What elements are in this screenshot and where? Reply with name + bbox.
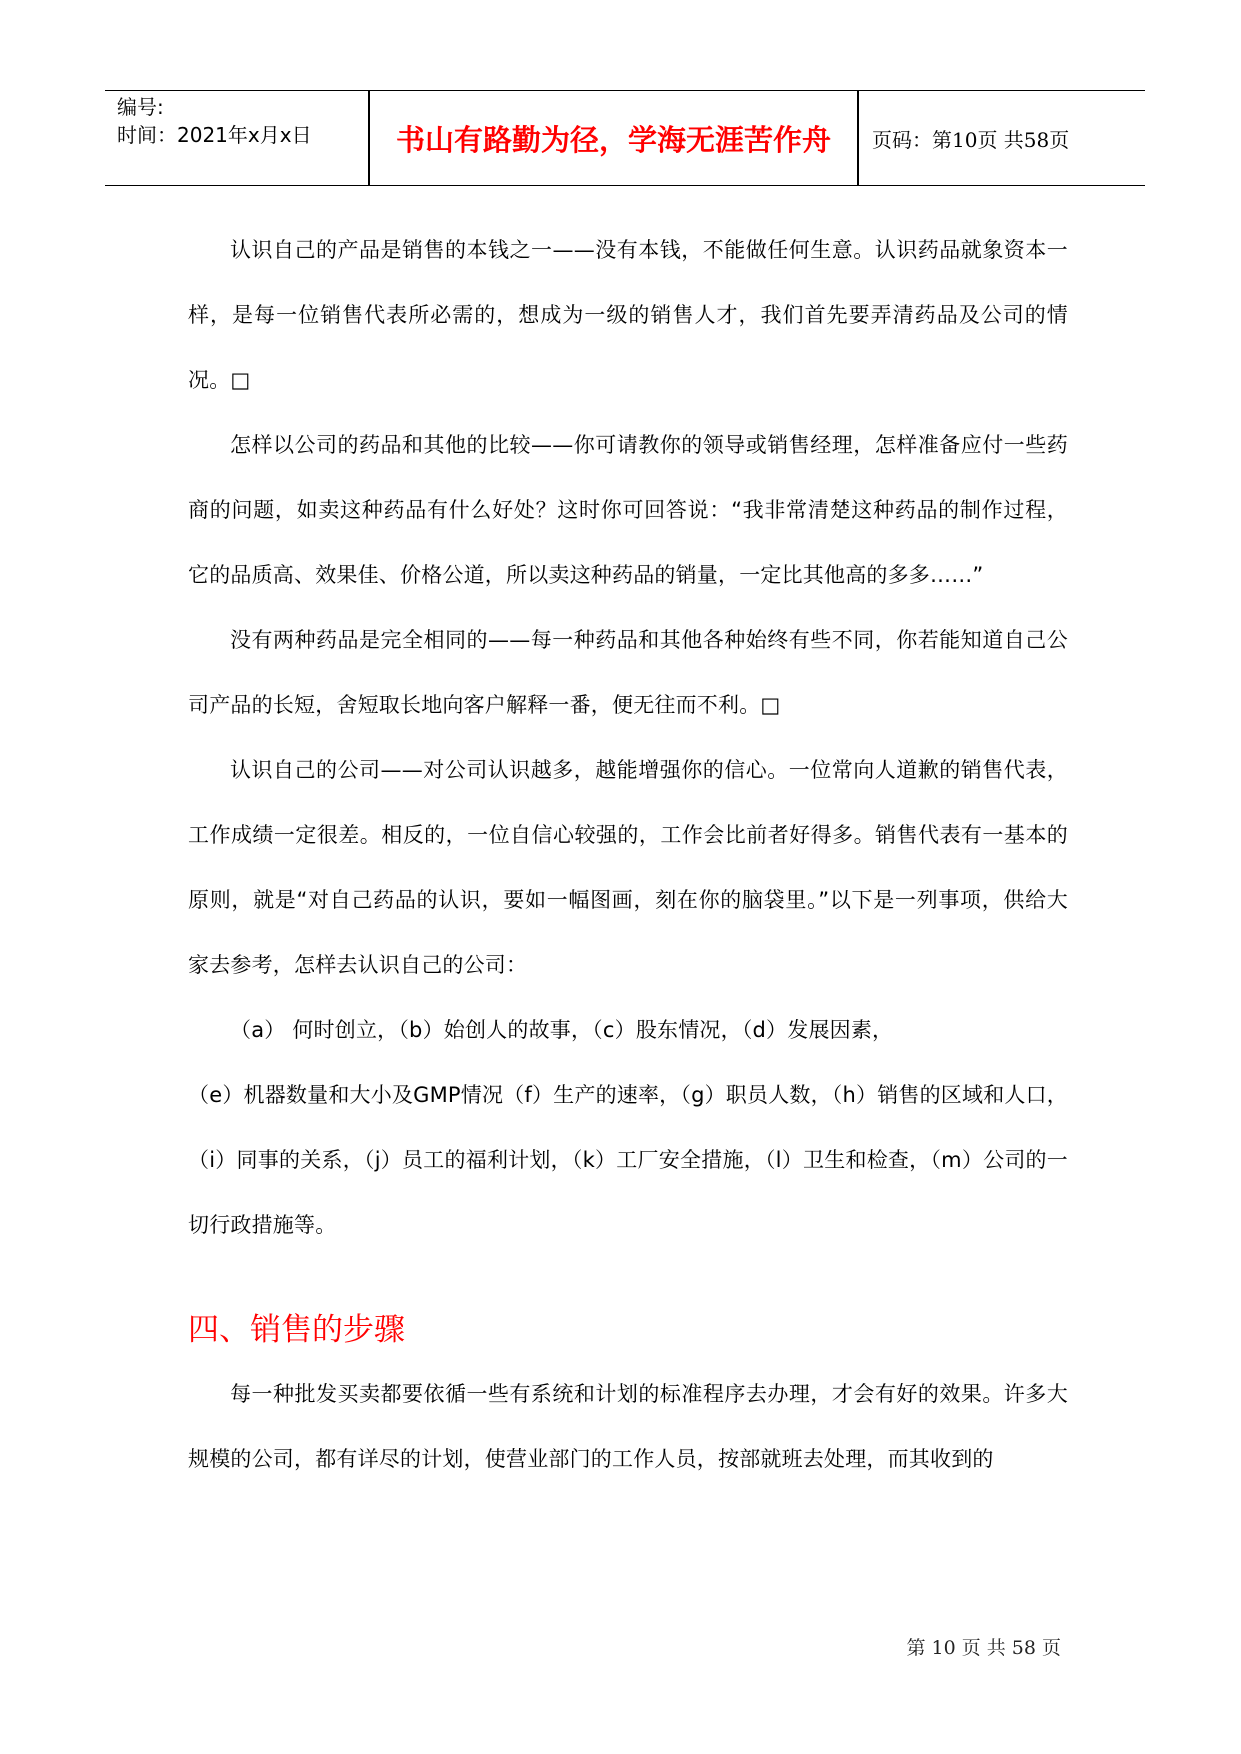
document-body [188, 218, 1068, 1492]
header-meta [117, 93, 312, 149]
paragraph-sales-steps: 每一种批发买卖都要依循一些有系统和计划的标准程序去办理，才会有好的效果。许多大规模的公司，都有详尽的计划，使营业部门的工作人员，按部就班去处理，而其收到的 [188, 1382, 1068, 1471]
paragraph-no-identical-products: 没有两种药品是完全相同的——每一种药品和其他各种始终有些不同，你若能知道自己公司产品的长短，舍短取长地向客户解释一番，便无往而不利。□ [188, 628, 1068, 717]
header-motto: 书山有路勤为径，学海无涯苦作舟 [395, 122, 831, 157]
paragraph-know-company: 认识自己的公司——对公司认识越多，越能增强你的信心。一位常向人道歉的销售代表，工作成绩一定很差。相反的，一位自信心较强的，工作会比前者好得多。销售代表有一基本的原则，就是“对自己药品的认识，要如一幅图画，刻在你的脑袋里。”以下是一列事项，供给大家去参考，怎样去认识自己的公司： [188, 758, 1068, 977]
section-heading: 四、销售的步骤 [188, 1312, 405, 1348]
paragraph-know-product: 认识自己的产品是销售的本钱之一——没有本钱，不能做任何生意。认识药品就象资本一样，是每一位销售代表所必需的，想成为一级的销售人才，我们首先要弄清药品及公司的情况。□ [188, 238, 1068, 392]
page-footer: 第 10 页 共 58 页 [906, 1637, 1061, 1659]
header-page-info: 页码：第10页 共58页 [872, 127, 1070, 152]
header-divider-right [857, 91, 859, 185]
page-header [105, 90, 1145, 186]
paragraph-compare-products: 怎样以公司的药品和其他的比较——你可请教你的领导或销售经理，怎样准备应付一些药商的问题，如卖这种药品有什么好处？这时你可回答说：“我非常清楚这种药品的制作过程，它的品质高、效果佳、价格公道，所以卖这种药品的销量，一定比其他高的多多……” [188, 433, 1068, 587]
list-items-continuation: （e）机器数量和大小及GMP情况（f）生产的速率，（g）职员人数，（h）销售的区域和人口，（i）同事的关系，（j）员工的福利计划，（k）工厂安全措施，（l）卫生和检查，（m）公司的一切行政措施等。 [188, 1083, 1069, 1237]
serial-number-label: 编号: [117, 95, 164, 119]
time-label: 时间：2021年x月x日 [117, 123, 312, 147]
list-items-line: （a） 何时创立，（b）始创人的故事，（c）股东情况，（d）发展因素， [230, 1018, 894, 1042]
